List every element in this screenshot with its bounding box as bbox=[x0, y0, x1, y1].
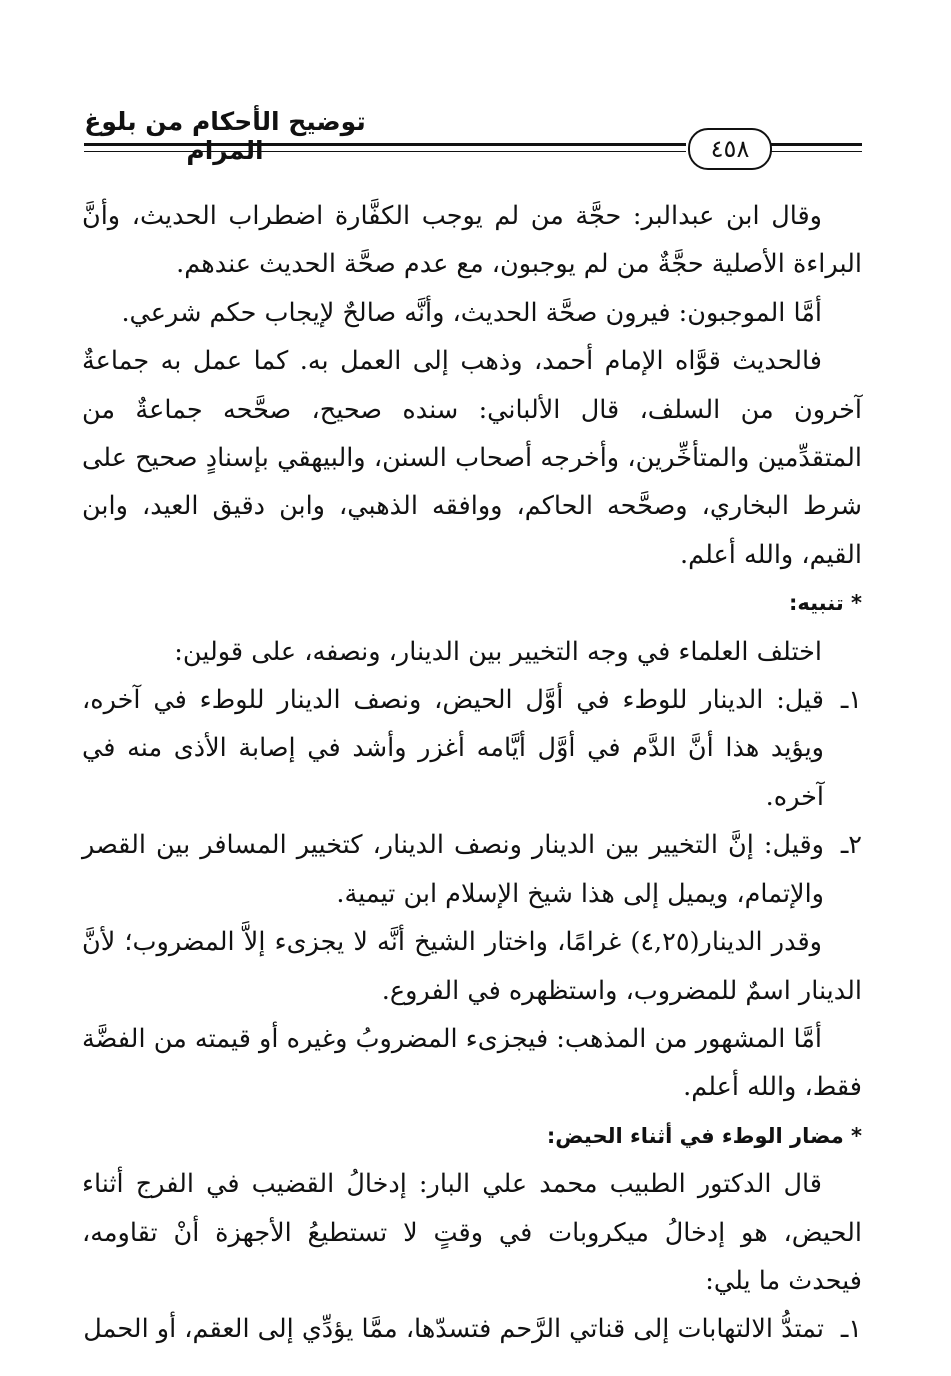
list-item-text: وقيل: إنَّ التخيير بين الدينار ونصف الدينار، كتخيير المسافر بين القصر والإتمام، ويميل إلى هذا شيخ الإسلام ابن تيمية. bbox=[82, 830, 824, 909]
list-item-opinion-2 bbox=[82, 821, 862, 918]
list-item-harm-1 bbox=[82, 1305, 862, 1353]
list-item-text: تمتدُّ الالتهابات إلى قناتي الرَّحم فتسدّها، ممَّا يؤدِّي إلى العقم، أو الحمل bbox=[83, 1314, 824, 1345]
paragraph-ibn-abdulbar: وقال ابن عبدالبر: حجَّة من لم يوجب الكفَّارة اضطراب الحديث، وأنَّ البراءة الأصلية حجَّةٌ من لم يوجبون، مع عدم صحَّة الحديث عندهم. bbox=[82, 201, 862, 280]
page-body bbox=[82, 192, 862, 1354]
list-item-number: ١ـ bbox=[840, 685, 862, 716]
heading-tanbih: * تنبيه: bbox=[788, 591, 862, 616]
header-rule-top-right bbox=[770, 143, 862, 146]
paragraph-madhhab: أمَّا المشهور من المذهب: فيجزىء المضروبُ وغيره أو قيمته من الفضَّة فقط، والله أعلم. bbox=[82, 1023, 862, 1103]
list-item-number: ٢ـ bbox=[840, 830, 862, 861]
list-item-number: ١ـ bbox=[840, 1314, 862, 1345]
paragraph-mujibun: أمَّا الموجبون: فيرون صحَّة الحديث، وأنَّه صالحٌ لإيجاب حكم شرعي. bbox=[121, 297, 822, 328]
header-rule-top-left bbox=[84, 143, 686, 146]
page-number: ٤٥٨ bbox=[710, 135, 750, 163]
list-item-text: قيل: الدينار للوطء في أوَّل الحيض، ونصف الدينار للوطء في آخره، ويؤيد هذا أنَّ الدَّم في أوَّل أيَّامه أغزر وأشد في إصابة الأذى منه في آخره. bbox=[82, 685, 824, 812]
heading-harms: * مضار الوطء في أثناء الحيض: bbox=[546, 1123, 862, 1148]
paragraph-hadith-grading: فالحديث قوَّاه الإمام أحمد، وذهب إلى العمل به. كما عمل به جماعةٌ آخرون من السلف، قال الألباني: سنده صحيح، صحَّحه جماعةٌ من المتقدِّمين والمتأخِّرين، وأخرجه أصحاب السنن، والبيهقي بإسنادٍ صحيح على شرط البخاري، وصحَّحه الحاكم، ووافقه الذهبي، وابن دقيق العيد، وابن القيم، والله أعلم. bbox=[82, 346, 862, 570]
paragraph-dinar-weight: وقدر الدينار(٤,٢٥) غرامًا، واختار الشيخ أنَّه لا يجزىء إلاَّ المضروب؛ لأنَّ الدينار اسمٌ للمضروب، واستظهره في الفروع. bbox=[82, 927, 862, 1006]
header-rule-bottom-right bbox=[770, 151, 862, 152]
list-item-opinion-1 bbox=[82, 676, 862, 821]
paragraph-dr-albar: قال الدكتور الطبيب محمد علي البار: إدخالُ القضيب في الفرج أثناء الحيض، هو إدخالُ ميكروبات في وقتٍ لا تستطيعُ الأجهزة أنْ تقاومه، فيحدث ما يلي: bbox=[82, 1169, 862, 1296]
page-number-frame bbox=[688, 128, 772, 170]
paragraph-two-opinions: اختلف العلماء في وجه التخيير بين الدينار، ونصفه، على قولين: bbox=[174, 636, 822, 667]
book-title: توضيح الأحكام من بلوغ المرام bbox=[84, 107, 366, 165]
header-rule-bottom-left bbox=[84, 151, 686, 152]
